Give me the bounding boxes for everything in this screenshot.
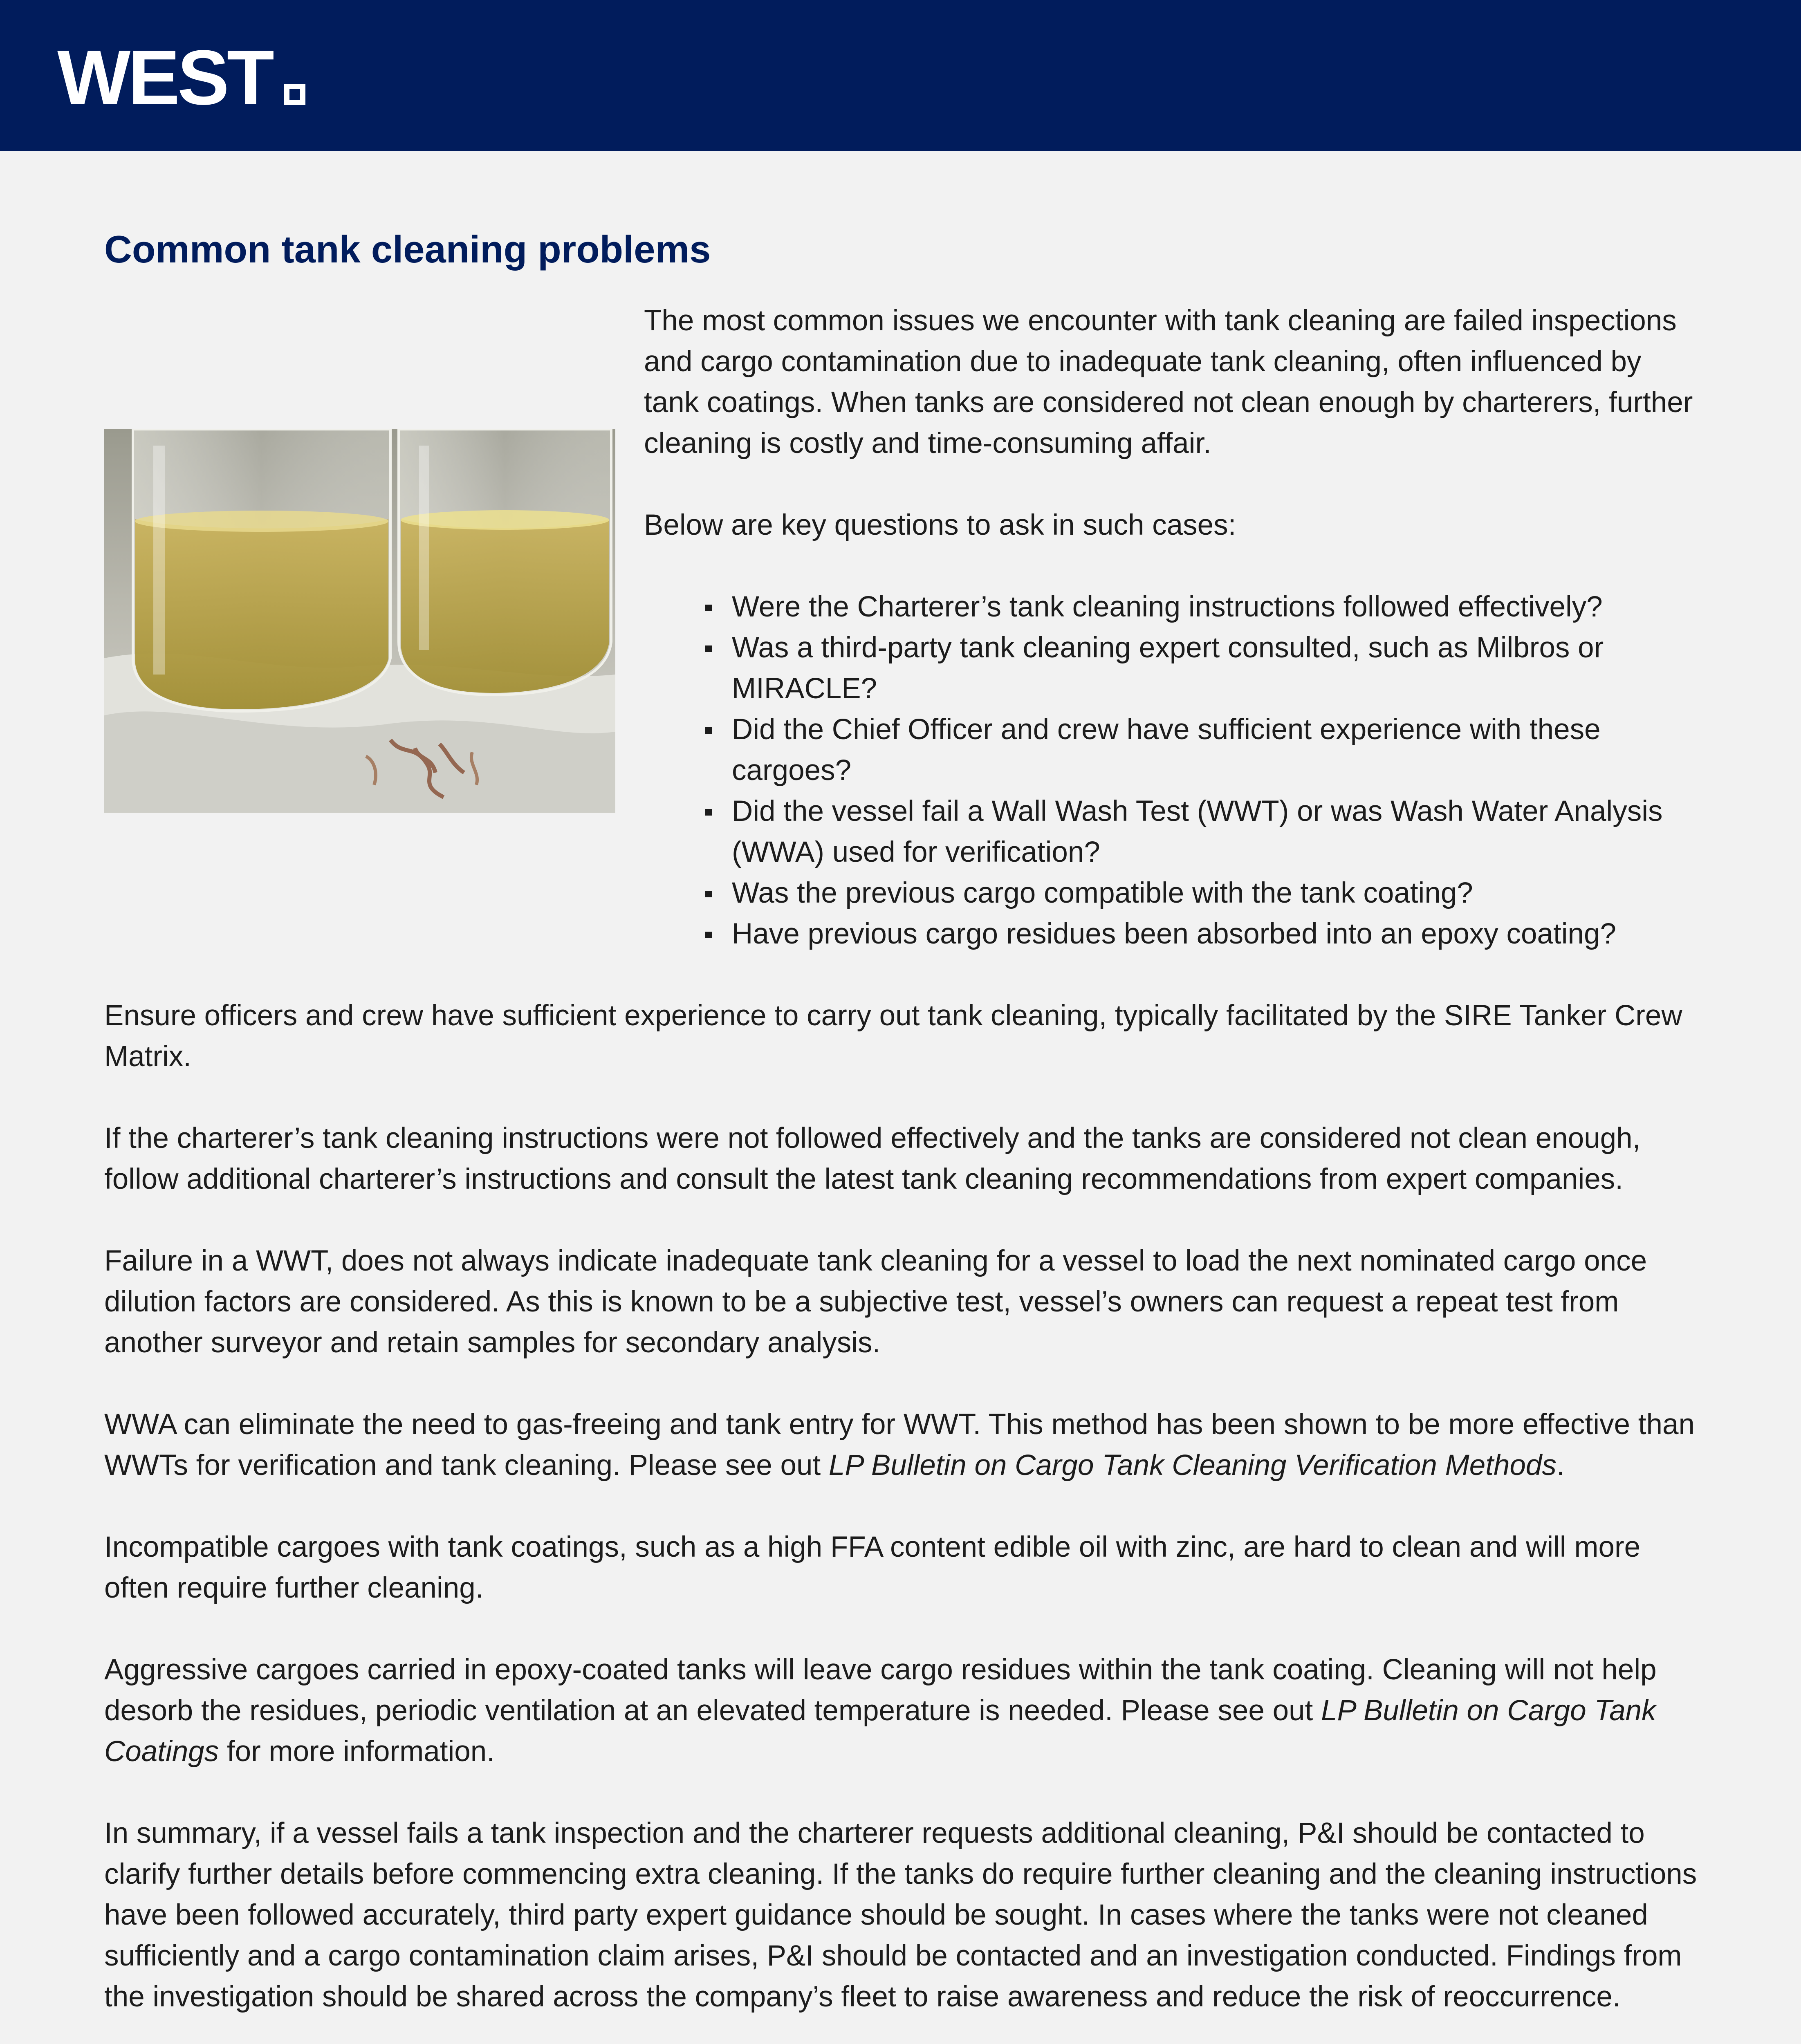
summary-paragraph: In summary, if a vessel fails a tank inspection and the charterer requests additional cleaning, P&I should be contacted to clarify further details before commencing extra cleaning. If the tanks do require further cleaning and the cleaning instructions have been followed accurately, third party expert guidance should be sought. In cases where the tanks were not cleaned sufficiently and a cargo contamination claim arises, P&I should be contacted and an investigation conducted. Findings from the investigation should be shared across the company’s fleet to raise awareness and reduce the risk of reoccurrence. bbox=[104, 1817, 1697, 2013]
list-item: Were the Charterer’s tank cleaning instructions followed effectively? bbox=[644, 587, 1699, 628]
wwa-text: WWA can eliminate the need to gas-freeing and tank entry for WWT. This method has been shown to be more effective than WWTs for verification and tank cleaning. Please see out bbox=[104, 1408, 1695, 1481]
questions-lead: Below are key questions to ask in such cases: bbox=[644, 509, 1236, 541]
intro-section bbox=[644, 300, 1699, 955]
logo-square-mark bbox=[284, 84, 305, 105]
crew-experience-paragraph: Ensure officers and crew have sufficient experience to carry out tank cleaning, typically facilitated by the SIRE Tanker Crew Matrix. bbox=[104, 1000, 1682, 1073]
aggressive-text: Aggressive cargoes carried in epoxy-coated tanks will leave cargo residues within the tank coating. Cleaning will not help desorb the residues, periodic ventilation at an elevated temperature is needed. Please see out bbox=[104, 1654, 1657, 1727]
body-section bbox=[104, 995, 1699, 2017]
list-item: Have previous cargo residues been absorbed into an epoxy coating? bbox=[644, 914, 1699, 955]
west-logo: WEST bbox=[57, 34, 272, 121]
wwt-failure-paragraph: Failure in a WWT, does not always indicate inadequate tank cleaning for a vessel to load the next nominated cargo once dilution factors are considered. As this is known to be a subjective test, vessel’s owners can request a repeat test from another surveyor and retain samples for secondary analysis. bbox=[104, 1245, 1647, 1359]
charterer-instructions-paragraph: If the charterer’s tank cleaning instructions were not followed effectively and the tanks are considered not clean enough, follow additional charterer’s instructions and consult the latest tank cleaning recommendations from expert companies. bbox=[104, 1122, 1641, 1195]
wwa-text-end: . bbox=[1556, 1449, 1565, 1481]
page-header bbox=[0, 0, 1801, 151]
list-item: Was the previous cargo compatible with the tank coating? bbox=[644, 873, 1699, 914]
page-title: Common tank cleaning problems bbox=[104, 228, 711, 271]
aggressive-text-end: for more information. bbox=[219, 1735, 495, 1768]
list-item: Did the vessel fail a Wall Wash Test (WWT) or was Wash Water Analysis (WWA) used for verification? bbox=[644, 791, 1699, 873]
list-item: Did the Chief Officer and crew have sufficient experience with these cargoes? bbox=[644, 709, 1699, 791]
intro-paragraph: The most common issues we encounter with tank cleaning are failed inspections and cargo contamination due to inadequate tank cleaning, often influenced by tank coatings. When tanks are considered not clean enough by charterers, further cleaning is costly and time-consuming affair. bbox=[644, 305, 1693, 459]
sample-jars-photo bbox=[104, 429, 615, 813]
list-item: Was a third-party tank cleaning expert consulted, such as Milbros or MIRACLE? bbox=[644, 628, 1699, 709]
key-questions-list bbox=[644, 587, 1699, 955]
verification-bulletin-link[interactable]: LP Bulletin on Cargo Tank Cleaning Verification Methods bbox=[828, 1449, 1557, 1481]
aggressive-cargoes-paragraph bbox=[104, 1650, 1699, 1772]
coatings-bulletin-link[interactable]: LP Bulletin on Cargo Tank Coatings bbox=[104, 1694, 1656, 1768]
wwa-paragraph bbox=[104, 1404, 1699, 1486]
incompatible-cargoes-paragraph: Incompatible cargoes with tank coatings, such as a high FFA content edible oil with zinc, are hard to clean and will more often require further cleaning. bbox=[104, 1531, 1641, 1604]
